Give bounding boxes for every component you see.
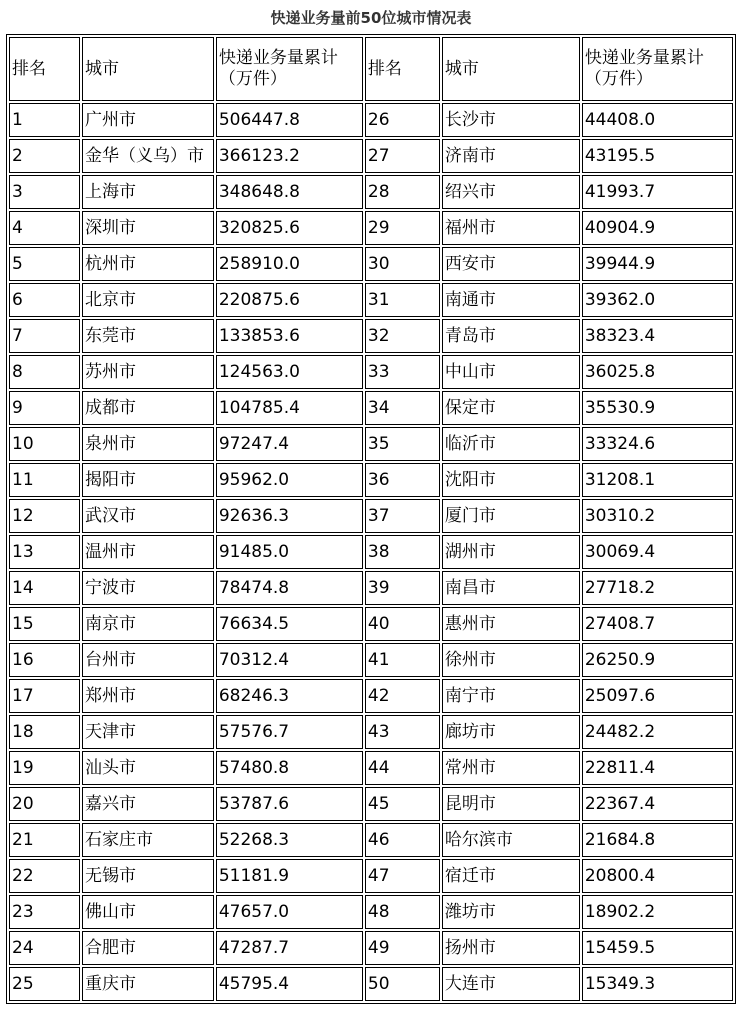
city-cell: 宿迁市 <box>442 859 580 893</box>
city-cell: 嘉兴市 <box>82 787 214 821</box>
table-row <box>9 607 733 641</box>
volume-cell: 57480.8 <box>216 751 363 785</box>
rank-cell: 20 <box>9 787 80 821</box>
volume-cell: 70312.4 <box>216 643 363 677</box>
city-cell: 南宁市 <box>442 679 580 713</box>
city-cell: 无锡市 <box>82 859 214 893</box>
volume-cell: 53787.6 <box>216 787 363 821</box>
city-cell: 青岛市 <box>442 319 580 353</box>
city-cell: 苏州市 <box>82 355 214 389</box>
city-cell: 沈阳市 <box>442 463 580 497</box>
volume-cell: 22811.4 <box>582 751 733 785</box>
volume-cell: 39362.0 <box>582 283 733 317</box>
volume-cell: 45795.4 <box>216 967 363 1001</box>
rank-cell: 13 <box>9 535 80 569</box>
city-cell: 天津市 <box>82 715 214 749</box>
city-cell: 大连市 <box>442 967 580 1001</box>
table-row <box>9 211 733 245</box>
header-city: 城市 <box>442 37 580 101</box>
rank-cell: 16 <box>9 643 80 677</box>
table-row <box>9 463 733 497</box>
volume-cell: 36025.8 <box>582 355 733 389</box>
volume-cell: 15459.5 <box>582 931 733 965</box>
rank-cell: 43 <box>365 715 440 749</box>
rank-cell: 38 <box>365 535 440 569</box>
volume-cell: 44408.0 <box>582 103 733 137</box>
city-cell: 台州市 <box>82 643 214 677</box>
table-row <box>9 931 733 965</box>
volume-cell: 506447.8 <box>216 103 363 137</box>
volume-cell: 76634.5 <box>216 607 363 641</box>
table-row <box>9 571 733 605</box>
city-cell: 保定市 <box>442 391 580 425</box>
table-row <box>9 175 733 209</box>
rank-cell: 31 <box>365 283 440 317</box>
volume-cell: 27408.7 <box>582 607 733 641</box>
city-cell: 厦门市 <box>442 499 580 533</box>
rank-cell: 45 <box>365 787 440 821</box>
city-cell: 重庆市 <box>82 967 214 1001</box>
rank-cell: 26 <box>365 103 440 137</box>
city-cell: 济南市 <box>442 139 580 173</box>
table-row <box>9 247 733 281</box>
volume-cell: 21684.8 <box>582 823 733 857</box>
rank-cell: 46 <box>365 823 440 857</box>
volume-cell: 39944.9 <box>582 247 733 281</box>
rank-cell: 24 <box>9 931 80 965</box>
rank-cell: 21 <box>9 823 80 857</box>
rank-cell: 12 <box>9 499 80 533</box>
city-cell: 杭州市 <box>82 247 214 281</box>
rank-cell: 27 <box>365 139 440 173</box>
table-row <box>9 499 733 533</box>
city-cell: 揭阳市 <box>82 463 214 497</box>
city-cell: 北京市 <box>82 283 214 317</box>
volume-cell: 40904.9 <box>582 211 733 245</box>
city-cell: 西安市 <box>442 247 580 281</box>
rank-cell: 37 <box>365 499 440 533</box>
rank-cell: 7 <box>9 319 80 353</box>
table-row <box>9 643 733 677</box>
table-row <box>9 967 733 1001</box>
city-cell: 南京市 <box>82 607 214 641</box>
header-rank: 排名 <box>9 37 80 101</box>
volume-cell: 95962.0 <box>216 463 363 497</box>
volume-cell: 24482.2 <box>582 715 733 749</box>
rank-cell: 29 <box>365 211 440 245</box>
city-cell: 南昌市 <box>442 571 580 605</box>
rank-cell: 9 <box>9 391 80 425</box>
rank-cell: 42 <box>365 679 440 713</box>
rank-cell: 35 <box>365 427 440 461</box>
volume-cell: 15349.3 <box>582 967 733 1001</box>
city-cell: 深圳市 <box>82 211 214 245</box>
city-cell: 廊坊市 <box>442 715 580 749</box>
rank-cell: 10 <box>9 427 80 461</box>
table-row <box>9 103 733 137</box>
table-row <box>9 139 733 173</box>
city-cell: 扬州市 <box>442 931 580 965</box>
rank-cell: 17 <box>9 679 80 713</box>
city-cell: 广州市 <box>82 103 214 137</box>
rank-cell: 25 <box>9 967 80 1001</box>
volume-cell: 258910.0 <box>216 247 363 281</box>
rank-cell: 30 <box>365 247 440 281</box>
header-rank: 排名 <box>365 37 440 101</box>
volume-cell: 25097.6 <box>582 679 733 713</box>
volume-cell: 47287.7 <box>216 931 363 965</box>
table-row <box>9 751 733 785</box>
rank-cell: 40 <box>365 607 440 641</box>
rank-cell: 23 <box>9 895 80 929</box>
table-body <box>9 37 733 1001</box>
rank-cell: 8 <box>9 355 80 389</box>
volume-cell: 57576.7 <box>216 715 363 749</box>
rank-cell: 1 <box>9 103 80 137</box>
rank-cell: 4 <box>9 211 80 245</box>
volume-cell: 41993.7 <box>582 175 733 209</box>
volume-cell: 52268.3 <box>216 823 363 857</box>
header-volume: 快递业务量累计（万件） <box>582 37 733 101</box>
city-ranking-table <box>6 34 736 1004</box>
volume-cell: 91485.0 <box>216 535 363 569</box>
city-cell: 金华（义乌）市 <box>82 139 214 173</box>
table-row <box>9 535 733 569</box>
rank-cell: 18 <box>9 715 80 749</box>
table-row <box>9 859 733 893</box>
table-row <box>9 427 733 461</box>
rank-cell: 3 <box>9 175 80 209</box>
city-cell: 宁波市 <box>82 571 214 605</box>
table-row <box>9 391 733 425</box>
volume-cell: 30310.2 <box>582 499 733 533</box>
rank-cell: 50 <box>365 967 440 1001</box>
city-cell: 常州市 <box>442 751 580 785</box>
table-row <box>9 355 733 389</box>
volume-cell: 92636.3 <box>216 499 363 533</box>
volume-cell: 26250.9 <box>582 643 733 677</box>
volume-cell: 68246.3 <box>216 679 363 713</box>
rank-cell: 5 <box>9 247 80 281</box>
city-cell: 东莞市 <box>82 319 214 353</box>
volume-cell: 124563.0 <box>216 355 363 389</box>
rank-cell: 14 <box>9 571 80 605</box>
volume-cell: 220875.6 <box>216 283 363 317</box>
rank-cell: 15 <box>9 607 80 641</box>
volume-cell: 133853.6 <box>216 319 363 353</box>
volume-cell: 51181.9 <box>216 859 363 893</box>
table-title: 快递业务量前50位城市情况表 <box>270 9 472 27</box>
volume-cell: 38323.4 <box>582 319 733 353</box>
city-cell: 温州市 <box>82 535 214 569</box>
volume-cell: 78474.8 <box>216 571 363 605</box>
volume-cell: 366123.2 <box>216 139 363 173</box>
city-cell: 临沂市 <box>442 427 580 461</box>
volume-cell: 31208.1 <box>582 463 733 497</box>
city-cell: 昆明市 <box>442 787 580 821</box>
city-cell: 南通市 <box>442 283 580 317</box>
volume-cell: 348648.8 <box>216 175 363 209</box>
rank-cell: 39 <box>365 571 440 605</box>
rank-cell: 33 <box>365 355 440 389</box>
rank-cell: 34 <box>365 391 440 425</box>
table-row <box>9 715 733 749</box>
volume-cell: 22367.4 <box>582 787 733 821</box>
city-cell: 佛山市 <box>82 895 214 929</box>
table-row <box>9 895 733 929</box>
city-cell: 绍兴市 <box>442 175 580 209</box>
city-cell: 成都市 <box>82 391 214 425</box>
header-volume: 快递业务量累计（万件） <box>216 37 363 101</box>
rank-cell: 6 <box>9 283 80 317</box>
rank-cell: 44 <box>365 751 440 785</box>
city-cell: 徐州市 <box>442 643 580 677</box>
rank-cell: 32 <box>365 319 440 353</box>
volume-cell: 20800.4 <box>582 859 733 893</box>
rank-cell: 41 <box>365 643 440 677</box>
rank-cell: 28 <box>365 175 440 209</box>
volume-cell: 104785.4 <box>216 391 363 425</box>
volume-cell: 47657.0 <box>216 895 363 929</box>
city-cell: 中山市 <box>442 355 580 389</box>
rank-cell: 19 <box>9 751 80 785</box>
table-row <box>9 679 733 713</box>
table-row <box>9 787 733 821</box>
rank-cell: 48 <box>365 895 440 929</box>
rank-cell: 47 <box>365 859 440 893</box>
city-cell: 汕头市 <box>82 751 214 785</box>
rank-cell: 49 <box>365 931 440 965</box>
city-cell: 上海市 <box>82 175 214 209</box>
city-cell: 泉州市 <box>82 427 214 461</box>
table-row <box>9 319 733 353</box>
city-cell: 石家庄市 <box>82 823 214 857</box>
city-cell: 湖州市 <box>442 535 580 569</box>
volume-cell: 320825.6 <box>216 211 363 245</box>
rank-cell: 11 <box>9 463 80 497</box>
city-cell: 惠州市 <box>442 607 580 641</box>
city-cell: 合肥市 <box>82 931 214 965</box>
volume-cell: 27718.2 <box>582 571 733 605</box>
table-row <box>9 823 733 857</box>
header-row <box>9 37 733 101</box>
city-cell: 潍坊市 <box>442 895 580 929</box>
table-row <box>9 283 733 317</box>
city-cell: 武汉市 <box>82 499 214 533</box>
volume-cell: 30069.4 <box>582 535 733 569</box>
volume-cell: 35530.9 <box>582 391 733 425</box>
header-city: 城市 <box>82 37 214 101</box>
city-cell: 福州市 <box>442 211 580 245</box>
city-cell: 郑州市 <box>82 679 214 713</box>
city-cell: 长沙市 <box>442 103 580 137</box>
rank-cell: 22 <box>9 859 80 893</box>
volume-cell: 97247.4 <box>216 427 363 461</box>
rank-cell: 2 <box>9 139 80 173</box>
volume-cell: 43195.5 <box>582 139 733 173</box>
city-cell: 哈尔滨市 <box>442 823 580 857</box>
rank-cell: 36 <box>365 463 440 497</box>
volume-cell: 33324.6 <box>582 427 733 461</box>
volume-cell: 18902.2 <box>582 895 733 929</box>
